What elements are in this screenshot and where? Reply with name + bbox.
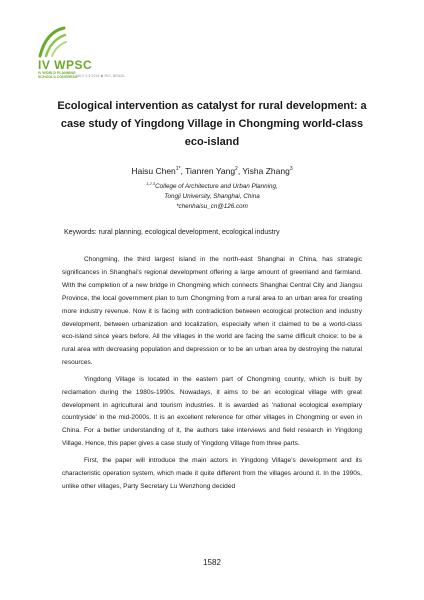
logo-subtitle-line2: SCHOOLS CONGRESS (38, 75, 78, 79)
affiliation-line-1: College of Architecture and Urban Planning, (155, 183, 278, 191)
title-line-3: eco-island (184, 136, 240, 148)
logo-subtitle-line1: IV WORLD PLANNING (38, 71, 76, 75)
body-text (62, 254, 362, 497)
author-superscript: 1* (175, 166, 181, 173)
body-paragraph: Chongming, the third largest island in the north-east Shanghai in China, has strategic significances in Shanghai's regional development offering a large amount of greenland and farmland. With the completion of a new bridge in Chongming which connects Shanghai Central City and Jiangsu Province, the local government plan to turn Chongming from a rural area to an urban area for creating more industry revenue. Now it is facing with contradiction between ecological protection and industry development, between urbanization and localization, especially when it claimed to be a world-class eco-island since years before. All the villages in the world are facing the same difficult choice: to be a rural area with decreasing population and depression or to be an urban area by destroying the natural resources. (62, 256, 362, 367)
author-name: Tianren Yang (185, 166, 236, 176)
affiliation-line-2: Tongji University, Shanghai, China (164, 193, 260, 201)
keywords: Keywords: rural planning, ecological development, ecological industry (64, 229, 280, 236)
page-number: 1582 (203, 558, 221, 567)
body-paragraph: First, the paper will introduce the main actors in Yingdong Village's development and its characteristic operation system, which made it quite different from the villages around it. In the 1990s, unlike other villages, Party Secretary Lu Wenzhong decided (62, 456, 362, 490)
affiliation (40, 179, 384, 212)
author-name: Yisha Zhang (242, 166, 290, 176)
contact-email: *chenhaisu_cn@126.com (176, 203, 248, 211)
author-separator: , (180, 166, 186, 176)
author-separator: , (237, 166, 243, 176)
logo-subtitle (38, 71, 77, 79)
conference-logo (38, 26, 158, 82)
title-line-2: case study of Yingdong Village in Chongming world-class (60, 118, 364, 130)
author-list (40, 166, 384, 176)
body-paragraph: Yingdong Village is located in the eastern part of Chongming county, which is built by reclamation during the 1980s-1990s. Nowadays, it aims to be an ecological village with great development in agricultural and tourism industries. It is awarded as 'national ecological exemplary countryside' in the mid-2000s. It is an excellent reference for other villages in Chongming or even in China. For a better understanding of it, the authors take interviews and field research in Yingdong Village. Hence, this paper gives a case study of Yingdong Village from three parts. (62, 375, 362, 448)
paper-title (44, 97, 380, 151)
logo-title: IV WPSC (38, 58, 93, 72)
author-superscript: 2 (235, 166, 238, 173)
logo-date-location: JULY 4-8 2016 ✽ RIO, BRAZIL (76, 74, 126, 78)
title-line-1: Ecological intervention as catalyst for rural development: a (57, 100, 367, 112)
logo-arcs-icon (38, 26, 78, 58)
affiliation-superscript: 1,2,3 (146, 181, 156, 186)
author-superscript: 3 (289, 166, 293, 173)
author-name: Haisu Chen (131, 166, 176, 176)
